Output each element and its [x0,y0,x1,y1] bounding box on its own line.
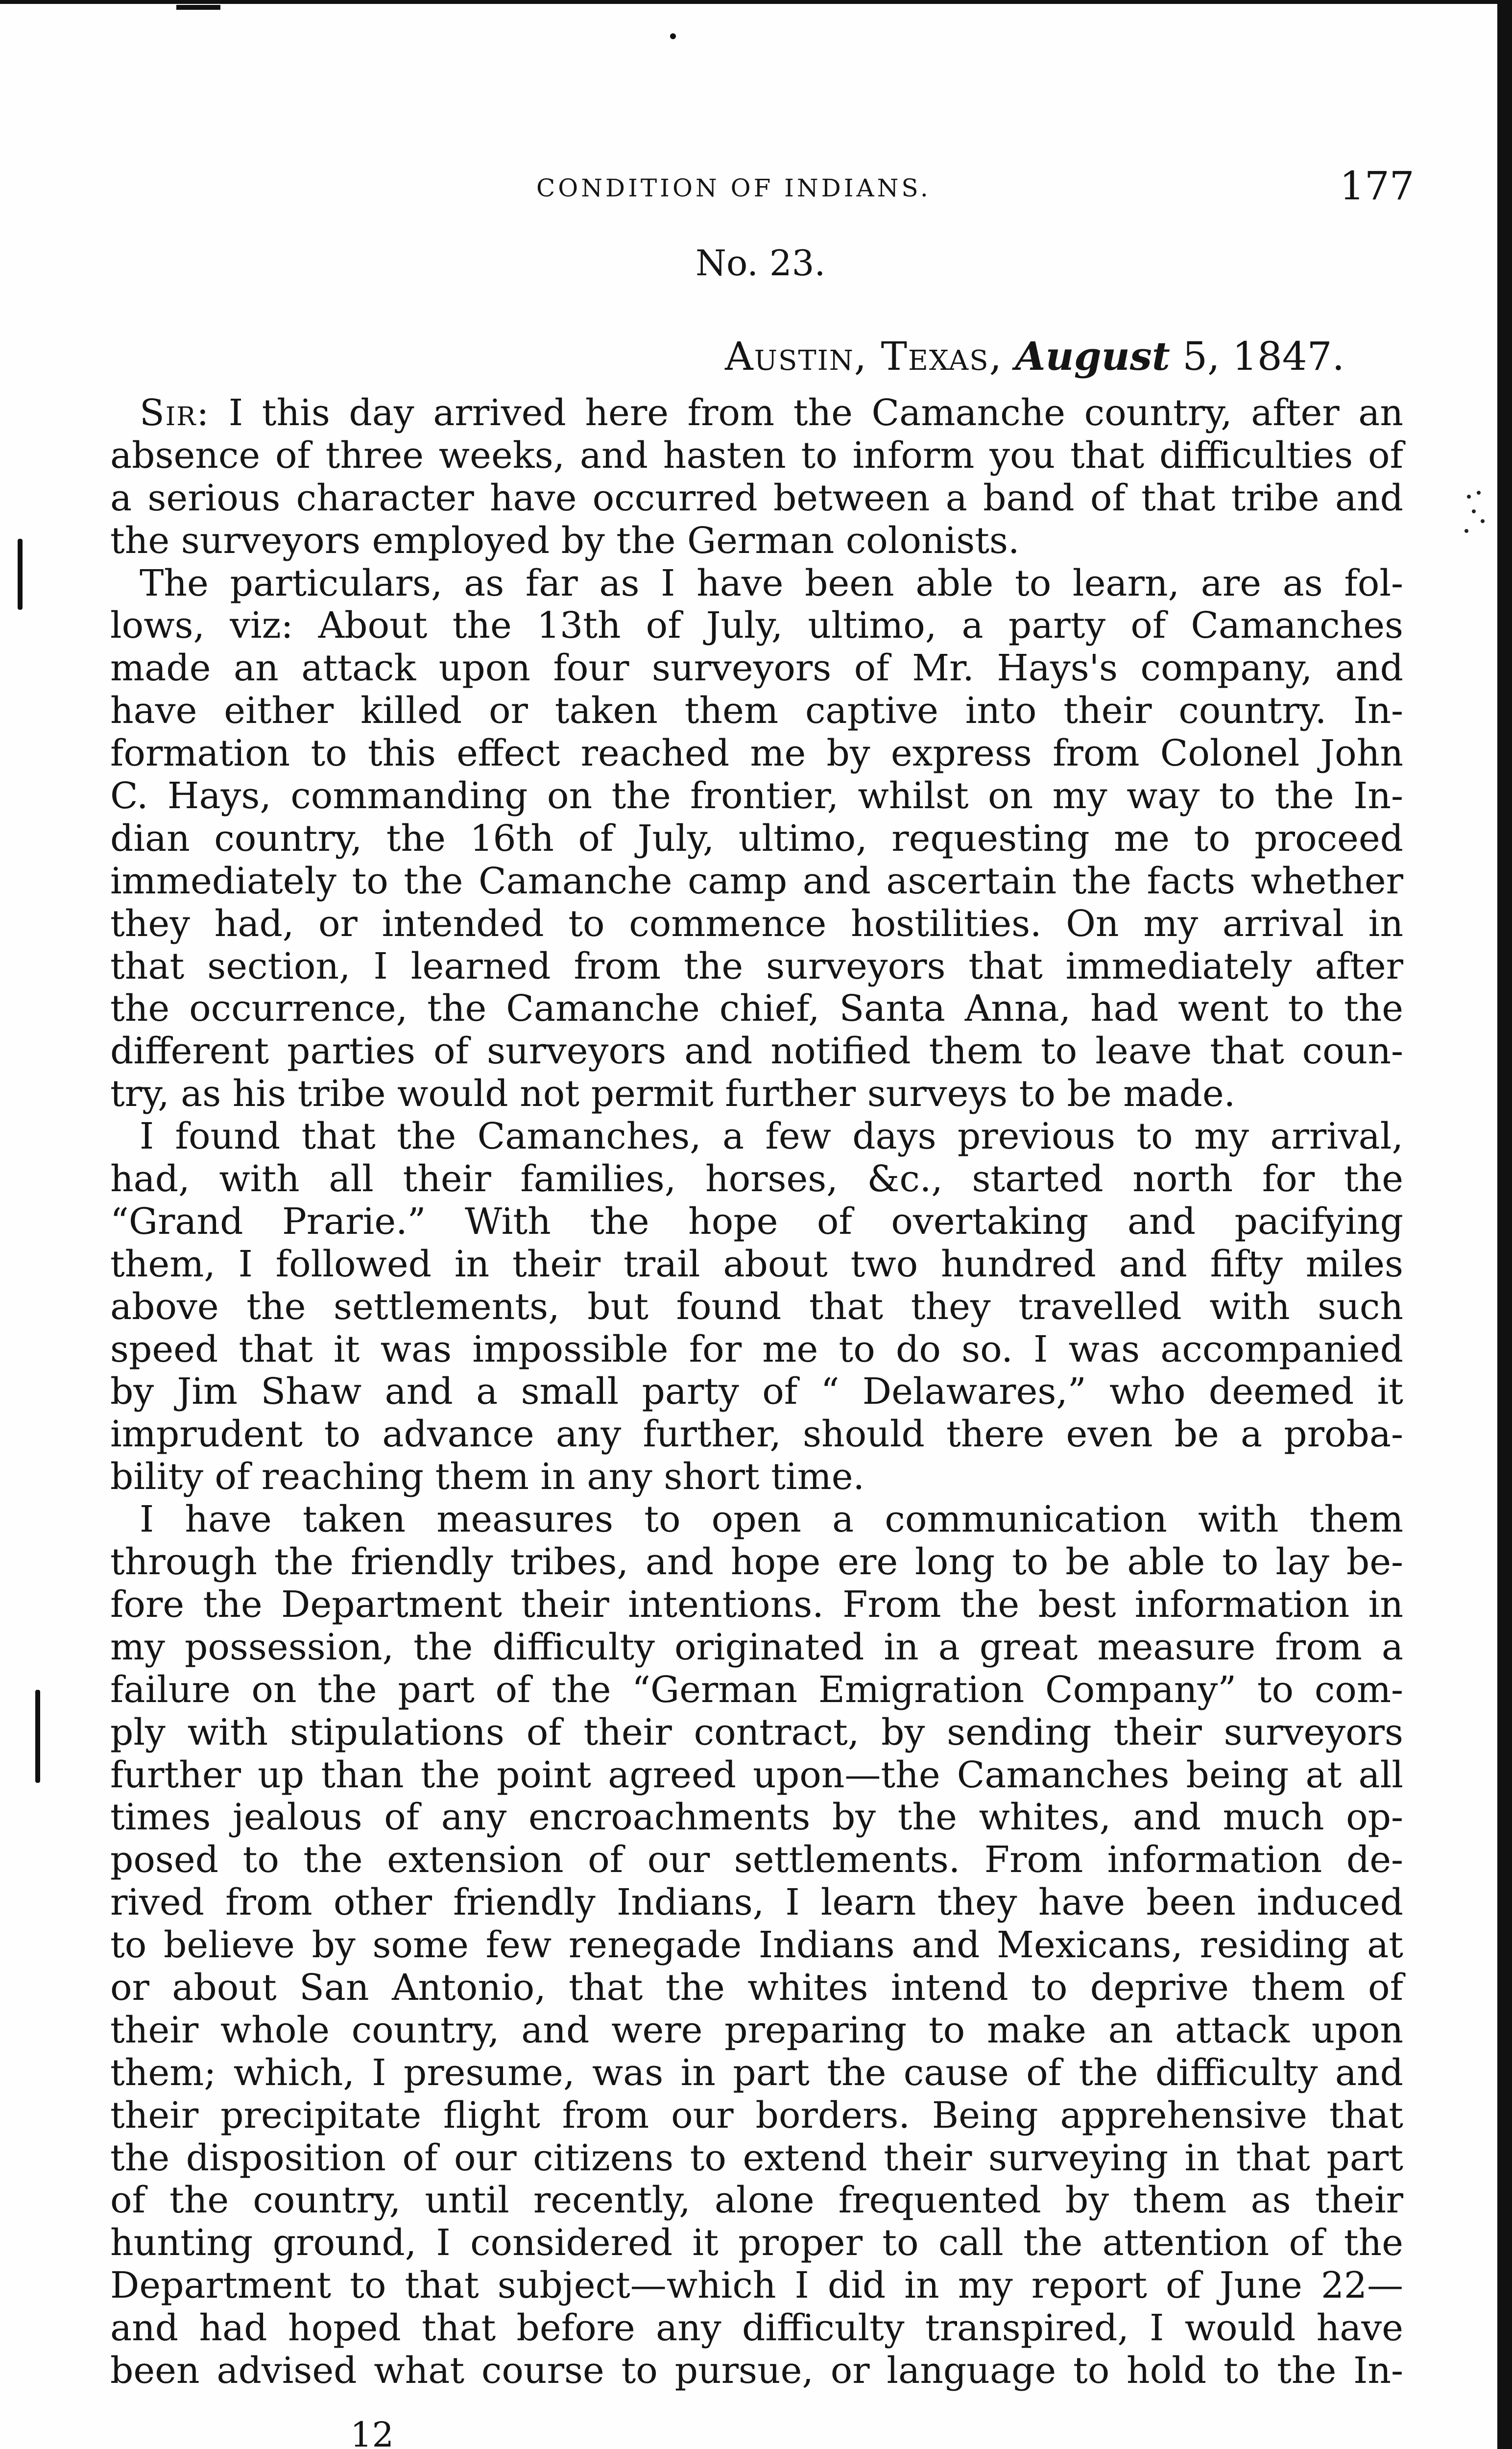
text-line-content: I this day arrived here from the Camanche country, after an [210,392,1403,434]
text-line: their precipitate flight from our borders. Being apprehensive that [110,2094,1403,2137]
text-line: the occurrence, the Camanche chief, Santa Anna, had went to the [110,987,1403,1030]
text-line: them; which, I presume, was in part the cause of the difficulty and [110,2051,1403,2094]
text-line: to believe by some few renegade Indians and Mexicans, residing at [110,1924,1403,1967]
dateline-month: August [1015,333,1170,379]
text-line: C. Hays, commanding on the frontier, whilst on my way to the In- [110,775,1403,817]
document-number: No. 23. [696,242,826,284]
text-line: lows, viz: About the 13th of July, ultimo, a party of Camanches [110,604,1403,647]
text-line: and had hoped that before any difficulty transpired, I would have [110,2307,1403,2350]
scan-top-mark [176,5,220,10]
text-line: immediately to the Camanche camp and ascertain the facts whether [110,860,1403,902]
text-line: I found that the Camanches, a few days previous to my arrival, [140,1115,1403,1158]
text-line: above the settlements, but found that they travelled with such [110,1285,1403,1328]
signature-mark: 12 [350,2415,394,2449]
text-line: posed to the extension of our settlements. From information de- [110,1839,1403,1881]
salutation: Sir: [140,392,210,434]
text-line: that section, I learned from the surveyors that immediately after [110,945,1403,987]
text-line: fore the Department their intentions. From the best information in [110,1583,1403,1626]
dateline-day-year: 5, 1847. [1182,334,1344,379]
text-line: through the friendly tribes, and hope ere long to be able to lay be- [110,1541,1403,1584]
margin-mark [35,1690,40,1783]
margin-mark [18,539,23,610]
text-line: try, as his tribe would not permit further surveys to be made. [110,1073,1236,1115]
text-line: made an attack upon four surveyors of Mr. Hays's company, and [110,647,1403,690]
text-line: formation to this effect reached me by express from Colonel John [110,732,1403,775]
text-line: further up than the point agreed upon—the Camanches being at all [110,1753,1403,1796]
text-line: rived from other friendly Indians, I learn they have been induced [110,1881,1403,1924]
page-number: 177 [1340,163,1415,209]
scan-top-border [0,0,1512,4]
text-line: absence of three weeks, and hasten to inform you that difficulties of [110,434,1403,477]
text-line: they had, or intended to commence hostilities. On my arrival in [110,902,1403,945]
text-line: ply with stipulations of their contract, by sending their surveyors [110,1711,1403,1753]
scan-right-border [1497,0,1512,2449]
text-line: them, I followed in their trail about two hundred and fifty miles [110,1243,1403,1285]
text-line: or about San Antonio, that the whites intend to deprive them of [110,1966,1403,2009]
text-line: the disposition of our citizens to extend their surveying in that part [110,2137,1403,2179]
text-line: The particulars, as far as I have been able to learn, are as fol- [140,562,1403,604]
text-line: imprudent to advance any further, should there even be a proba- [110,1413,1403,1456]
letter-body [110,392,1403,2392]
running-title: CONDITION OF INDIANS. [536,174,931,202]
text-line: the surveyors employed by the German colonists. [110,519,1020,562]
text-line: Department to that subject—which I did in my report of June 22— [110,2264,1403,2307]
text-line: their whole country, and were preparing to make an attack upon [110,2009,1403,2051]
text-line: my possession, the difficulty originated in a great measure from a [110,1626,1403,1668]
text-line: failure on the part of the “German Emigration Company” to com- [110,1668,1403,1711]
scan-speckle [1462,490,1486,539]
text-line: been advised what course to pursue, or language to hold to the In- [110,2349,1403,2392]
text-line: different parties of surveyors and notified them to leave that coun- [110,1030,1403,1073]
text-line [110,392,1403,434]
page-header [0,163,1512,223]
text-line: by Jim Shaw and a small party of “ Delawares,” who deemed it [110,1370,1403,1413]
text-line: speed that it was impossible for me to do so. I was accompanied [110,1328,1403,1370]
text-line: had, with all their families, horses, &c., started north for the [110,1158,1403,1200]
text-line: have either killed or taken them captive into their country. In- [110,690,1403,732]
text-line: dian country, the 16th of July, ultimo, requesting me to proceed [110,817,1403,860]
text-line: a serious character have occurred between a band of that tribe and [110,477,1403,519]
scan-ink-dot [670,33,676,39]
text-line: bility of reaching them in any short time. [110,1456,865,1498]
text-line: times jealous of any encroachments by the whites, and much op- [110,1796,1403,1839]
dateline [725,333,1344,379]
text-line: of the country, until recently, alone frequented by them as their [110,2179,1403,2222]
dateline-place: Austin, Texas, [725,334,1003,379]
text-line: “Grand Prarie.” With the hope of overtaking and pacifying [110,1200,1403,1243]
text-line: I have taken measures to open a communication with them [140,1498,1403,1541]
text-line: hunting ground, I considered it proper to call the attention of the [110,2222,1403,2264]
